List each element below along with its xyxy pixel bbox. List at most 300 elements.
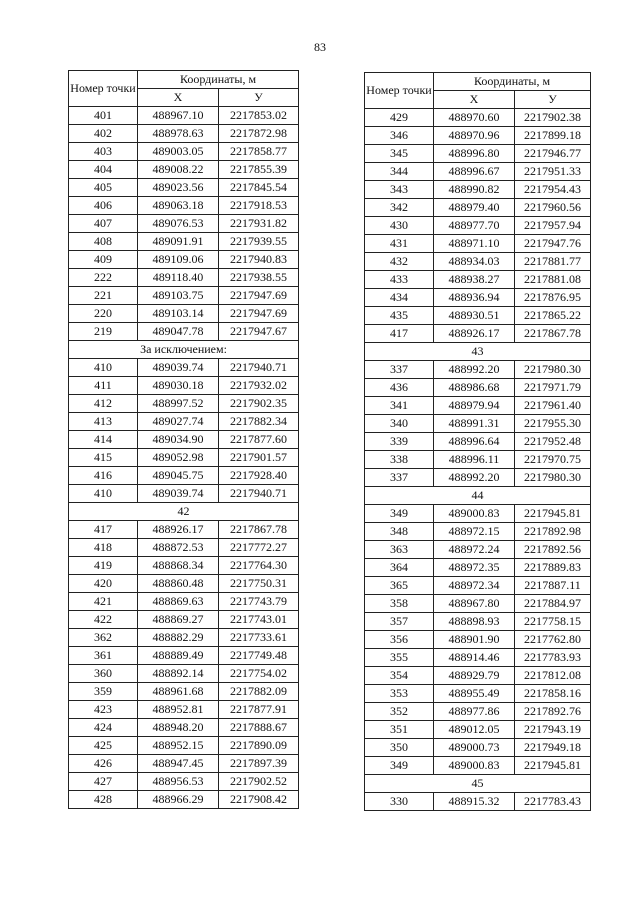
- y-coordinate-cell: 2217947.69: [219, 287, 299, 305]
- section-row: [365, 343, 591, 361]
- x-coordinate-cell: 488992.20: [434, 469, 515, 487]
- point-number-cell: 220: [69, 305, 138, 323]
- x-coordinate-cell: 488889.49: [138, 647, 219, 665]
- point-number-cell: 219: [69, 323, 138, 341]
- point-number-cell: 357: [365, 613, 434, 631]
- table-row: [365, 685, 591, 703]
- x-coordinate-cell: 488947.45: [138, 755, 219, 773]
- y-coordinate-cell: 2217858.77: [219, 143, 299, 161]
- section-label: 43: [365, 343, 591, 361]
- y-coordinate-cell: 2217908.42: [219, 791, 299, 809]
- x-coordinate-cell: 489076.53: [138, 215, 219, 233]
- point-number-cell: 358: [365, 595, 434, 613]
- point-number-cell: 350: [365, 739, 434, 757]
- x-coordinate-cell: 488979.40: [434, 199, 515, 217]
- point-number-cell: 353: [365, 685, 434, 703]
- point-number-cell: 411: [69, 377, 138, 395]
- table-row: [365, 451, 591, 469]
- y-coordinate-cell: 2217845.54: [219, 179, 299, 197]
- point-number-cell: 436: [365, 379, 434, 397]
- point-number-cell: 433: [365, 271, 434, 289]
- table-row: [69, 557, 299, 575]
- table-row: [69, 683, 299, 701]
- table-row: [365, 199, 591, 217]
- coordinates-table-right: [364, 72, 591, 811]
- x-coordinate-cell: 489103.14: [138, 305, 219, 323]
- y-coordinate-cell: 2217749.48: [219, 647, 299, 665]
- point-number-cell: 418: [69, 539, 138, 557]
- table-row: [69, 485, 299, 503]
- x-coordinate-cell: 488970.96: [434, 127, 515, 145]
- point-number-cell: 351: [365, 721, 434, 739]
- point-number-cell: 415: [69, 449, 138, 467]
- x-coordinate-cell: 488970.60: [434, 109, 515, 127]
- section-label: 44: [365, 487, 591, 505]
- y-coordinate-cell: 2217892.98: [515, 523, 591, 541]
- point-number-header: Номер точки: [69, 71, 138, 107]
- y-coordinate-cell: 2217783.43: [515, 793, 591, 811]
- point-number-cell: 343: [365, 181, 434, 199]
- x-coordinate-cell: 489030.18: [138, 377, 219, 395]
- x-coordinate-cell: 489103.75: [138, 287, 219, 305]
- table-row: [365, 559, 591, 577]
- y-column-header: У: [219, 89, 299, 107]
- x-coordinate-cell: 489118.40: [138, 269, 219, 287]
- table-row: [69, 269, 299, 287]
- point-number-cell: 363: [365, 541, 434, 559]
- point-number-cell: 417: [365, 325, 434, 343]
- y-coordinate-cell: 2217733.61: [219, 629, 299, 647]
- table-row: [365, 721, 591, 739]
- x-coordinate-cell: 488869.63: [138, 593, 219, 611]
- y-coordinate-cell: 2217940.83: [219, 251, 299, 269]
- x-coordinate-cell: 488977.86: [434, 703, 515, 721]
- y-coordinate-cell: 2217855.39: [219, 161, 299, 179]
- y-coordinate-cell: 2217957.94: [515, 217, 591, 235]
- y-coordinate-cell: 2217938.55: [219, 269, 299, 287]
- table-row: [69, 467, 299, 485]
- y-coordinate-cell: 2217750.31: [219, 575, 299, 593]
- x-coordinate-cell: 488934.03: [434, 253, 515, 271]
- point-number-cell: 352: [365, 703, 434, 721]
- table-row: [365, 577, 591, 595]
- x-coordinate-cell: 489091.91: [138, 233, 219, 251]
- y-coordinate-cell: 2217754.02: [219, 665, 299, 683]
- y-coordinate-cell: 2217947.69: [219, 305, 299, 323]
- coordinates-header: Координаты, м: [138, 71, 299, 89]
- point-number-cell: 354: [365, 667, 434, 685]
- x-coordinate-cell: 488996.67: [434, 163, 515, 181]
- table-row: [365, 127, 591, 145]
- point-number-cell: 362: [69, 629, 138, 647]
- point-number-cell: 429: [365, 109, 434, 127]
- point-number-cell: 346: [365, 127, 434, 145]
- y-coordinate-cell: 2217897.39: [219, 755, 299, 773]
- table-row: [69, 755, 299, 773]
- section-label: 45: [365, 775, 591, 793]
- x-coordinate-cell: 489027.74: [138, 413, 219, 431]
- y-coordinate-cell: 2217955.30: [515, 415, 591, 433]
- x-coordinate-cell: 488952.81: [138, 701, 219, 719]
- point-number-cell: 410: [69, 359, 138, 377]
- page-number: 83: [314, 40, 326, 54]
- x-coordinate-cell: 488971.10: [434, 235, 515, 253]
- x-coordinate-cell: 489034.90: [138, 431, 219, 449]
- y-coordinate-cell: 2217945.81: [515, 757, 591, 775]
- table-row: [69, 647, 299, 665]
- y-coordinate-cell: 2217892.76: [515, 703, 591, 721]
- y-coordinate-cell: 2217743.79: [219, 593, 299, 611]
- y-coordinate-cell: 2217928.40: [219, 467, 299, 485]
- x-coordinate-cell: 489039.74: [138, 359, 219, 377]
- y-coordinate-cell: 2217867.78: [515, 325, 591, 343]
- point-number-cell: 345: [365, 145, 434, 163]
- x-coordinate-cell: 488915.32: [434, 793, 515, 811]
- point-number-cell: 406: [69, 197, 138, 215]
- y-coordinate-cell: 2217867.78: [219, 521, 299, 539]
- table-row: [69, 737, 299, 755]
- table-row: [69, 305, 299, 323]
- x-coordinate-cell: 489039.74: [138, 485, 219, 503]
- x-coordinate-cell: 488869.27: [138, 611, 219, 629]
- table-row: [69, 359, 299, 377]
- point-number-cell: 337: [365, 469, 434, 487]
- table-row: [69, 395, 299, 413]
- x-coordinate-cell: 488938.27: [434, 271, 515, 289]
- y-coordinate-cell: 2217945.81: [515, 505, 591, 523]
- y-coordinate-cell: 2217865.22: [515, 307, 591, 325]
- point-number-cell: 435: [365, 307, 434, 325]
- table-row: [69, 107, 299, 125]
- x-coordinate-cell: 489052.98: [138, 449, 219, 467]
- table-row: [69, 233, 299, 251]
- point-number-cell: 409: [69, 251, 138, 269]
- y-coordinate-cell: 2217888.67: [219, 719, 299, 737]
- table-row: [365, 667, 591, 685]
- x-coordinate-cell: 488978.63: [138, 125, 219, 143]
- y-coordinate-cell: 2217892.56: [515, 541, 591, 559]
- coordinates-table-left: [68, 70, 299, 809]
- point-number-cell: 413: [69, 413, 138, 431]
- y-coordinate-cell: 2217890.09: [219, 737, 299, 755]
- table-row: [69, 719, 299, 737]
- point-number-cell: 403: [69, 143, 138, 161]
- point-number-cell: 412: [69, 395, 138, 413]
- y-coordinate-cell: 2217872.98: [219, 125, 299, 143]
- point-number-cell: 364: [365, 559, 434, 577]
- x-coordinate-cell: 488966.29: [138, 791, 219, 809]
- y-coordinate-cell: 2217902.38: [515, 109, 591, 127]
- x-coordinate-cell: 489000.83: [434, 505, 515, 523]
- x-coordinate-cell: 489012.05: [434, 721, 515, 739]
- point-number-cell: 430: [365, 217, 434, 235]
- table-row: [69, 539, 299, 557]
- table-row: [365, 649, 591, 667]
- x-coordinate-cell: 488952.15: [138, 737, 219, 755]
- point-number-header: Номер точки: [365, 73, 434, 109]
- point-number-cell: 359: [69, 683, 138, 701]
- table-row: [365, 757, 591, 775]
- x-coordinate-cell: 488926.17: [434, 325, 515, 343]
- y-coordinate-cell: 2217947.76: [515, 235, 591, 253]
- y-coordinate-cell: 2217943.19: [515, 721, 591, 739]
- x-coordinate-cell: 488860.48: [138, 575, 219, 593]
- y-coordinate-cell: 2217980.30: [515, 469, 591, 487]
- point-number-cell: 431: [365, 235, 434, 253]
- x-coordinate-cell: 488992.20: [434, 361, 515, 379]
- x-coordinate-cell: 488979.94: [434, 397, 515, 415]
- x-coordinate-cell: 488948.20: [138, 719, 219, 737]
- table-row: [365, 595, 591, 613]
- x-coordinate-cell: 489109.06: [138, 251, 219, 269]
- x-coordinate-cell: 488967.10: [138, 107, 219, 125]
- point-number-cell: 349: [365, 757, 434, 775]
- x-coordinate-cell: 488956.53: [138, 773, 219, 791]
- table-row: [365, 163, 591, 181]
- table-row: [365, 397, 591, 415]
- table-row: [69, 413, 299, 431]
- point-number-cell: 355: [365, 649, 434, 667]
- table-row: [365, 379, 591, 397]
- y-coordinate-cell: 2217946.77: [515, 145, 591, 163]
- table-row: [69, 611, 299, 629]
- table-row: [365, 505, 591, 523]
- table-row: [69, 125, 299, 143]
- x-coordinate-cell: 489000.73: [434, 739, 515, 757]
- point-number-cell: 421: [69, 593, 138, 611]
- table-row: [365, 469, 591, 487]
- point-number-cell: 356: [365, 631, 434, 649]
- table-row: [365, 271, 591, 289]
- table-row: [69, 161, 299, 179]
- x-column-header: X: [138, 89, 219, 107]
- point-number-cell: 423: [69, 701, 138, 719]
- x-coordinate-cell: 488991.31: [434, 415, 515, 433]
- x-coordinate-cell: 488929.79: [434, 667, 515, 685]
- table-body: [365, 109, 591, 811]
- y-coordinate-cell: 2217743.01: [219, 611, 299, 629]
- point-number-cell: 348: [365, 523, 434, 541]
- x-coordinate-cell: 488868.34: [138, 557, 219, 575]
- y-coordinate-cell: 2217881.08: [515, 271, 591, 289]
- coordinates-header: Координаты, м: [434, 73, 591, 91]
- point-number-cell: 360: [69, 665, 138, 683]
- y-coordinate-cell: 2217772.27: [219, 539, 299, 557]
- x-coordinate-cell: 489063.18: [138, 197, 219, 215]
- section-label: 42: [69, 503, 299, 521]
- table-row: [365, 523, 591, 541]
- y-coordinate-cell: 2217877.91: [219, 701, 299, 719]
- point-number-cell: 338: [365, 451, 434, 469]
- point-number-cell: 342: [365, 199, 434, 217]
- x-coordinate-cell: 489000.83: [434, 757, 515, 775]
- x-coordinate-cell: 488872.53: [138, 539, 219, 557]
- table-row: [365, 703, 591, 721]
- table-row: [69, 431, 299, 449]
- point-number-cell: 419: [69, 557, 138, 575]
- table-row: [69, 629, 299, 647]
- x-coordinate-cell: 488955.49: [434, 685, 515, 703]
- section-row: [365, 775, 591, 793]
- y-coordinate-cell: 2217881.77: [515, 253, 591, 271]
- x-coordinate-cell: 489045.75: [138, 467, 219, 485]
- table-row: [365, 109, 591, 127]
- table-row: [365, 433, 591, 451]
- y-coordinate-cell: 2217899.18: [515, 127, 591, 145]
- point-number-cell: 330: [365, 793, 434, 811]
- y-coordinate-cell: 2217882.34: [219, 413, 299, 431]
- y-coordinate-cell: 2217889.83: [515, 559, 591, 577]
- point-number-cell: 365: [365, 577, 434, 595]
- table-row: [69, 215, 299, 233]
- x-coordinate-cell: 488986.68: [434, 379, 515, 397]
- y-coordinate-cell: 2217970.75: [515, 451, 591, 469]
- x-coordinate-cell: 489047.78: [138, 323, 219, 341]
- point-number-cell: 420: [69, 575, 138, 593]
- table-row: [69, 701, 299, 719]
- table-row: [365, 613, 591, 631]
- table-row: [365, 793, 591, 811]
- y-coordinate-cell: 2217931.82: [219, 215, 299, 233]
- y-coordinate-cell: 2217858.16: [515, 685, 591, 703]
- y-coordinate-cell: 2217882.09: [219, 683, 299, 701]
- table-row: [69, 593, 299, 611]
- y-coordinate-cell: 2217951.33: [515, 163, 591, 181]
- x-coordinate-cell: 488892.14: [138, 665, 219, 683]
- x-coordinate-cell: 488967.80: [434, 595, 515, 613]
- y-coordinate-cell: 2217971.79: [515, 379, 591, 397]
- table-row: [365, 253, 591, 271]
- point-number-cell: 339: [365, 433, 434, 451]
- section-label: За исключением:: [69, 341, 299, 359]
- point-number-cell: 426: [69, 755, 138, 773]
- x-coordinate-cell: 488901.90: [434, 631, 515, 649]
- y-coordinate-cell: 2217764.30: [219, 557, 299, 575]
- point-number-cell: 221: [69, 287, 138, 305]
- x-coordinate-cell: 488972.35: [434, 559, 515, 577]
- point-number-cell: 341: [365, 397, 434, 415]
- x-coordinate-cell: 488972.15: [434, 523, 515, 541]
- y-coordinate-cell: 2217902.52: [219, 773, 299, 791]
- section-row: [365, 487, 591, 505]
- table-row: [365, 307, 591, 325]
- x-coordinate-cell: 488882.29: [138, 629, 219, 647]
- x-coordinate-cell: 488898.93: [434, 613, 515, 631]
- point-number-cell: 416: [69, 467, 138, 485]
- point-number-cell: 417: [69, 521, 138, 539]
- y-coordinate-cell: 2217960.56: [515, 199, 591, 217]
- point-number-cell: 405: [69, 179, 138, 197]
- table-row: [365, 325, 591, 343]
- x-coordinate-cell: 488961.68: [138, 683, 219, 701]
- table-row: [69, 179, 299, 197]
- section-row: [69, 503, 299, 521]
- x-column-header: X: [434, 91, 515, 109]
- y-coordinate-cell: 2217949.18: [515, 739, 591, 757]
- point-number-cell: 427: [69, 773, 138, 791]
- y-coordinate-cell: 2217812.08: [515, 667, 591, 685]
- x-coordinate-cell: 488914.46: [434, 649, 515, 667]
- x-coordinate-cell: 488972.34: [434, 577, 515, 595]
- y-coordinate-cell: 2217901.57: [219, 449, 299, 467]
- table-row: [365, 739, 591, 757]
- y-coordinate-cell: 2217783.93: [515, 649, 591, 667]
- point-number-cell: 432: [365, 253, 434, 271]
- x-coordinate-cell: 488990.82: [434, 181, 515, 199]
- y-coordinate-cell: 2217887.11: [515, 577, 591, 595]
- point-number-cell: 407: [69, 215, 138, 233]
- x-coordinate-cell: 488936.94: [434, 289, 515, 307]
- x-coordinate-cell: 489023.56: [138, 179, 219, 197]
- table-row: [69, 665, 299, 683]
- y-coordinate-cell: 2217877.60: [219, 431, 299, 449]
- point-number-cell: 337: [365, 361, 434, 379]
- y-coordinate-cell: 2217762.80: [515, 631, 591, 649]
- table-row: [69, 287, 299, 305]
- y-column-header: У: [515, 91, 591, 109]
- x-coordinate-cell: 488996.11: [434, 451, 515, 469]
- point-number-cell: 361: [69, 647, 138, 665]
- y-coordinate-cell: 2217918.53: [219, 197, 299, 215]
- point-number-cell: 408: [69, 233, 138, 251]
- point-number-cell: 340: [365, 415, 434, 433]
- table-row: [69, 323, 299, 341]
- x-coordinate-cell: 488996.80: [434, 145, 515, 163]
- x-coordinate-cell: 488977.70: [434, 217, 515, 235]
- y-coordinate-cell: 2217758.15: [515, 613, 591, 631]
- table-row: [69, 377, 299, 395]
- y-coordinate-cell: 2217952.48: [515, 433, 591, 451]
- section-row: [69, 341, 299, 359]
- table-row: [69, 575, 299, 593]
- x-coordinate-cell: 488930.51: [434, 307, 515, 325]
- table-row: [365, 217, 591, 235]
- point-number-cell: 414: [69, 431, 138, 449]
- point-number-cell: 402: [69, 125, 138, 143]
- point-number-cell: 428: [69, 791, 138, 809]
- table-row: [365, 361, 591, 379]
- point-number-cell: 434: [365, 289, 434, 307]
- table-row: [69, 449, 299, 467]
- point-number-cell: 410: [69, 485, 138, 503]
- table-row: [365, 145, 591, 163]
- table-row: [365, 289, 591, 307]
- table-row: [365, 541, 591, 559]
- table-row: [69, 773, 299, 791]
- table-row: [365, 181, 591, 199]
- y-coordinate-cell: 2217932.02: [219, 377, 299, 395]
- y-coordinate-cell: 2217853.02: [219, 107, 299, 125]
- table-row: [69, 791, 299, 809]
- y-coordinate-cell: 2217876.95: [515, 289, 591, 307]
- table-row: [69, 197, 299, 215]
- table-row: [69, 251, 299, 269]
- x-coordinate-cell: 489003.05: [138, 143, 219, 161]
- y-coordinate-cell: 2217902.35: [219, 395, 299, 413]
- point-number-cell: 422: [69, 611, 138, 629]
- x-coordinate-cell: 488996.64: [434, 433, 515, 451]
- point-number-cell: 424: [69, 719, 138, 737]
- table-row: [365, 235, 591, 253]
- y-coordinate-cell: 2217940.71: [219, 485, 299, 503]
- y-coordinate-cell: 2217947.67: [219, 323, 299, 341]
- y-coordinate-cell: 2217940.71: [219, 359, 299, 377]
- y-coordinate-cell: 2217961.40: [515, 397, 591, 415]
- point-number-cell: 349: [365, 505, 434, 523]
- x-coordinate-cell: 489008.22: [138, 161, 219, 179]
- y-coordinate-cell: 2217980.30: [515, 361, 591, 379]
- x-coordinate-cell: 488972.24: [434, 541, 515, 559]
